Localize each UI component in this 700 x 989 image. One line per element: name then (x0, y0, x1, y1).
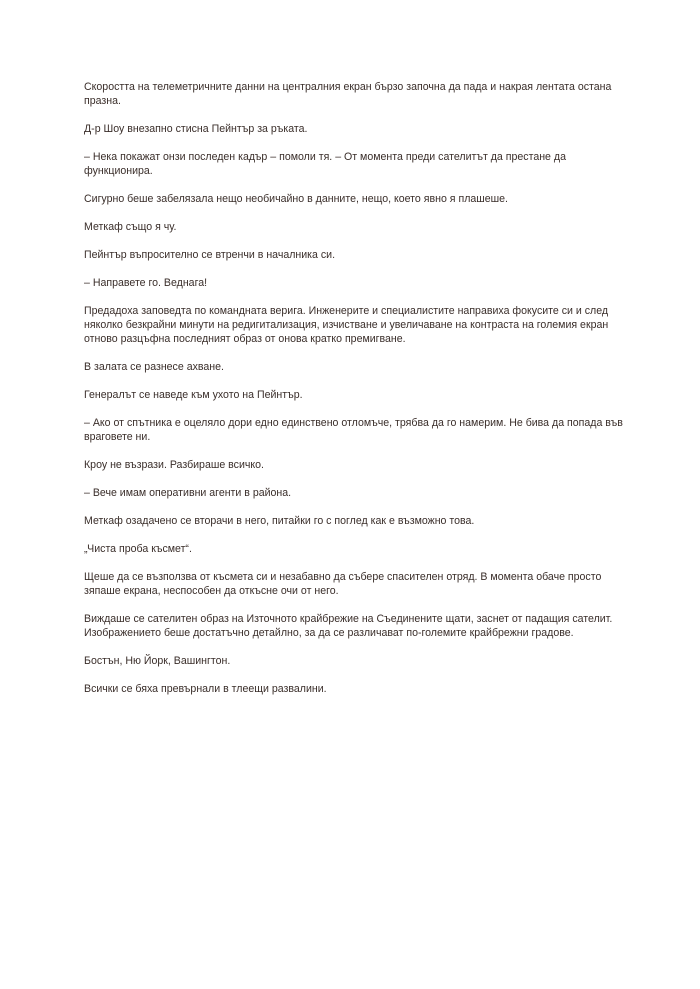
paragraph-18: Бостън, Ню Йорк, Вашингтон. (84, 655, 231, 667)
paragraph-10: Генералът се наведе към ухото на Пейнтър. (84, 389, 303, 401)
paragraph-16: Щеше да се възползва от късмета си и незабавно да събере спасителен отряд. В момента обаче просто зяпаше екрана, неспособен да откъсне очи от него. (84, 571, 602, 597)
document-body (84, 80, 624, 710)
paragraph-14: Меткаф озадачено се вторачи в него, питайки го с поглед как е възможно това. (84, 515, 475, 527)
paragraph-13: – Вече имам оперативни агенти в района. (84, 487, 292, 499)
paragraph-8: Предадоха заповедта по командната верига. Инженерите и специалистите направиха фокусите си и след няколко безкрайни минути на редигитализация, изчистване и увеличаване на контраста на големия екран отново разцъфна последният образ от онова кратко премигване. (84, 305, 609, 345)
paragraph-4: Сигурно беше забелязала нещо необичайно в данните, нещо, което явно я плашеше. (84, 193, 508, 205)
paragraph-2: Д-р Шоу внезапно стисна Пейнтър за ръката. (84, 123, 308, 135)
paragraph-3: – Нека покажат онзи последен кадър – помоли тя. – От момента преди сателитът да престане да функционира. (84, 151, 566, 177)
paragraph-17: Виждаше се сателитен образ на Източното крайбрежие на Съединените щати, заснет от падащия сателит. Изображението беше достатъчно детайлно, за да се различават по-големите крайбрежни градове. (84, 613, 613, 639)
paragraph-1: Скоростта на телеметричните данни на централния екран бързо започна да пада и накрая лентата остана празна. (84, 81, 612, 107)
paragraph-9: В залата се разнесе ахване. (84, 361, 224, 373)
paragraph-7: – Направете го. Веднага! (84, 277, 208, 289)
paragraph-12: Кроу не възрази. Разбираше всичко. (84, 459, 264, 471)
paragraph-11: – Ако от спътника е оцеляло дори едно единствено отломъче, трябва да го намерим. Не бива да попада във враговете ни. (84, 417, 623, 443)
paragraph-19: Всички се бяха превърнали в тлеещи развалини. (84, 683, 327, 695)
paragraph-6: Пейнтър въпросително се втренчи в началника си. (84, 249, 336, 261)
paragraph-15: „Чиста проба късмет“. (84, 543, 192, 555)
paragraph-5: Меткаф също я чу. (84, 221, 177, 233)
